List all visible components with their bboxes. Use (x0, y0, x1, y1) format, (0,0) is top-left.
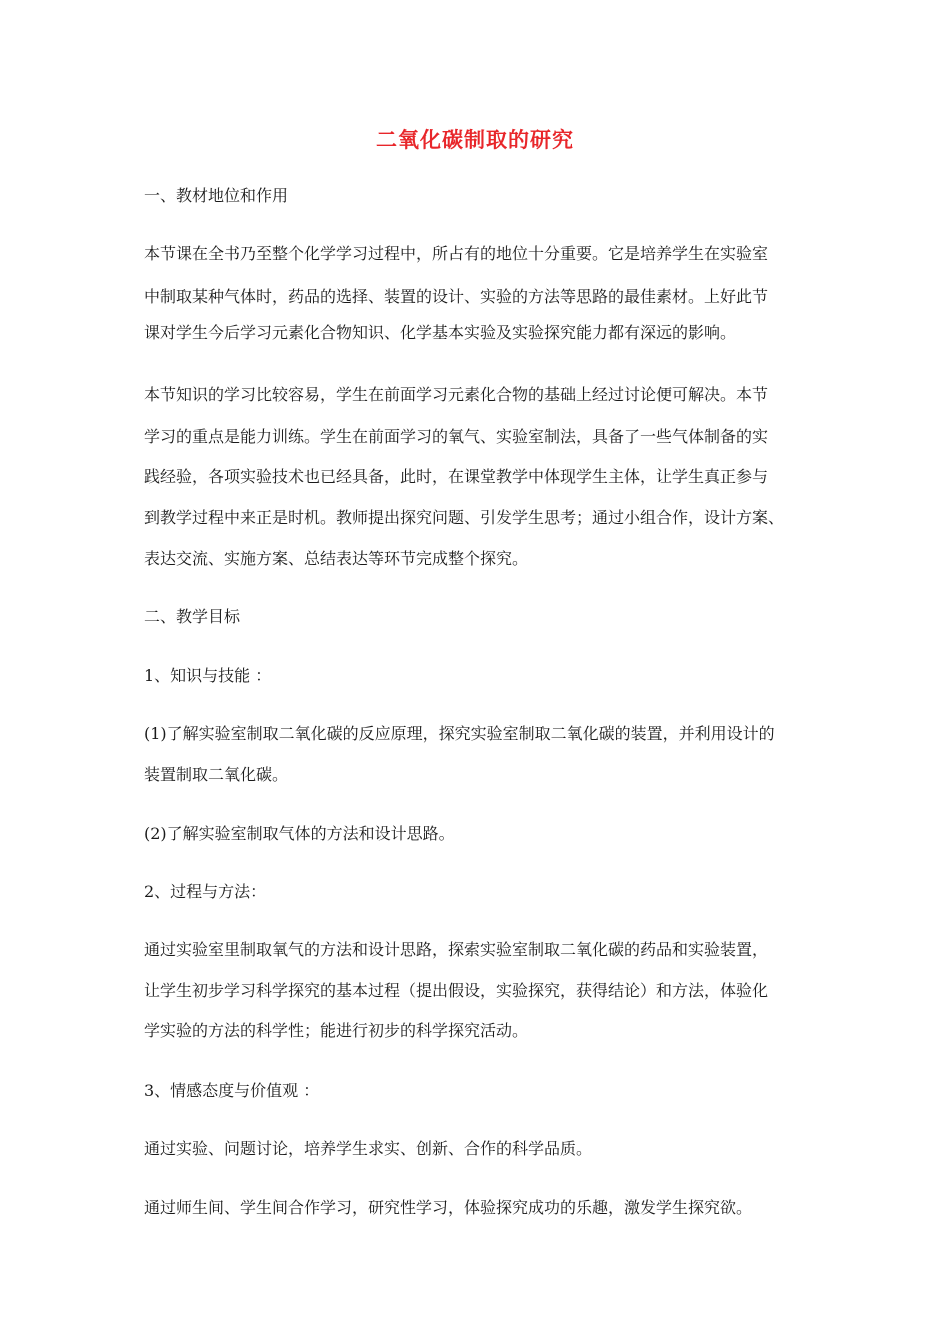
paragraph-3-line-1: 通过实验室里制取氧气的方法和设计思路，探索实验室制取二氧化碳的药品和实验装置， (144, 940, 769, 959)
objective-item-2: (2)了解实验室制取气体的方法和设计思路。 (144, 824, 455, 843)
paragraph-2-line-3: 践经验，各项实验技术也已经具备，此时，在课堂教学中体现学生主体，让学生真正参与 (144, 467, 769, 486)
paragraph-1-line-1: 本节课在全书乃至整个化学学习过程中，所占有的地位十分重要。它是培养学生在实验室 (144, 244, 769, 263)
paragraph-1-line-3: 课对学生今后学习元素化合物知识、化学基本实验及实验探究能力都有深远的影响。 (144, 323, 737, 342)
paragraph-4: 通过实验、问题讨论，培养学生求实、创新、合作的科学品质。 (144, 1139, 593, 1158)
subheading-knowledge-skills: 1、知识与技能 ： (144, 666, 272, 685)
paragraph-1-line-2: 中制取某种气体时，药品的选择、装置的设计、实验的方法等思路的最佳素材。上好此节 (144, 287, 769, 306)
paragraph-3-line-3: 学实验的方法的科学性；能进行初步的科学探究活动。 (144, 1021, 529, 1040)
paragraph-3-line-2: 让学生初步学习科学探究的基本过程（提出假设，实验探究，获得结论）和方法，体验化 (144, 981, 769, 1000)
document-title: 二氧化碳制取的研究 (376, 127, 574, 152)
section-heading-1: 一、教材地位和作用 (144, 186, 289, 205)
subheading-process-methods: 2、过程与方法： (144, 882, 267, 901)
paragraph-5: 通过师生间、学生间合作学习，研究性学习，体验探究成功的乐趣，激发学生探究欲。 (144, 1198, 753, 1217)
objective-item-1-line-1: (1)了解实验室制取二氧化碳的反应原理，探究实验室制取二氧化碳的装置，并利用设计的 (144, 724, 775, 743)
paragraph-2-line-4: 到教学过程中来正是时机。教师提出探究问题、引发学生思考；通过小组合作，设计方案、 (144, 508, 785, 527)
paragraph-2-line-5: 表达交流、实施方案、总结表达等环节完成整个探究。 (144, 549, 529, 568)
section-heading-2: 二、教学目标 (144, 607, 241, 626)
paragraph-2-line-1: 本节知识的学习比较容易，学生在前面学习元素化合物的基础上经过讨论便可解决。本节 (144, 385, 769, 404)
paragraph-2-line-2: 学习的重点是能力训练。学生在前面学习的氧气、实验室制法，具备了一些气体制备的实 (144, 427, 769, 446)
subheading-attitude-values: 3、情感态度与价值观 ： (144, 1081, 320, 1100)
objective-item-1-line-2: 装置制取二氧化碳。 (144, 765, 289, 784)
